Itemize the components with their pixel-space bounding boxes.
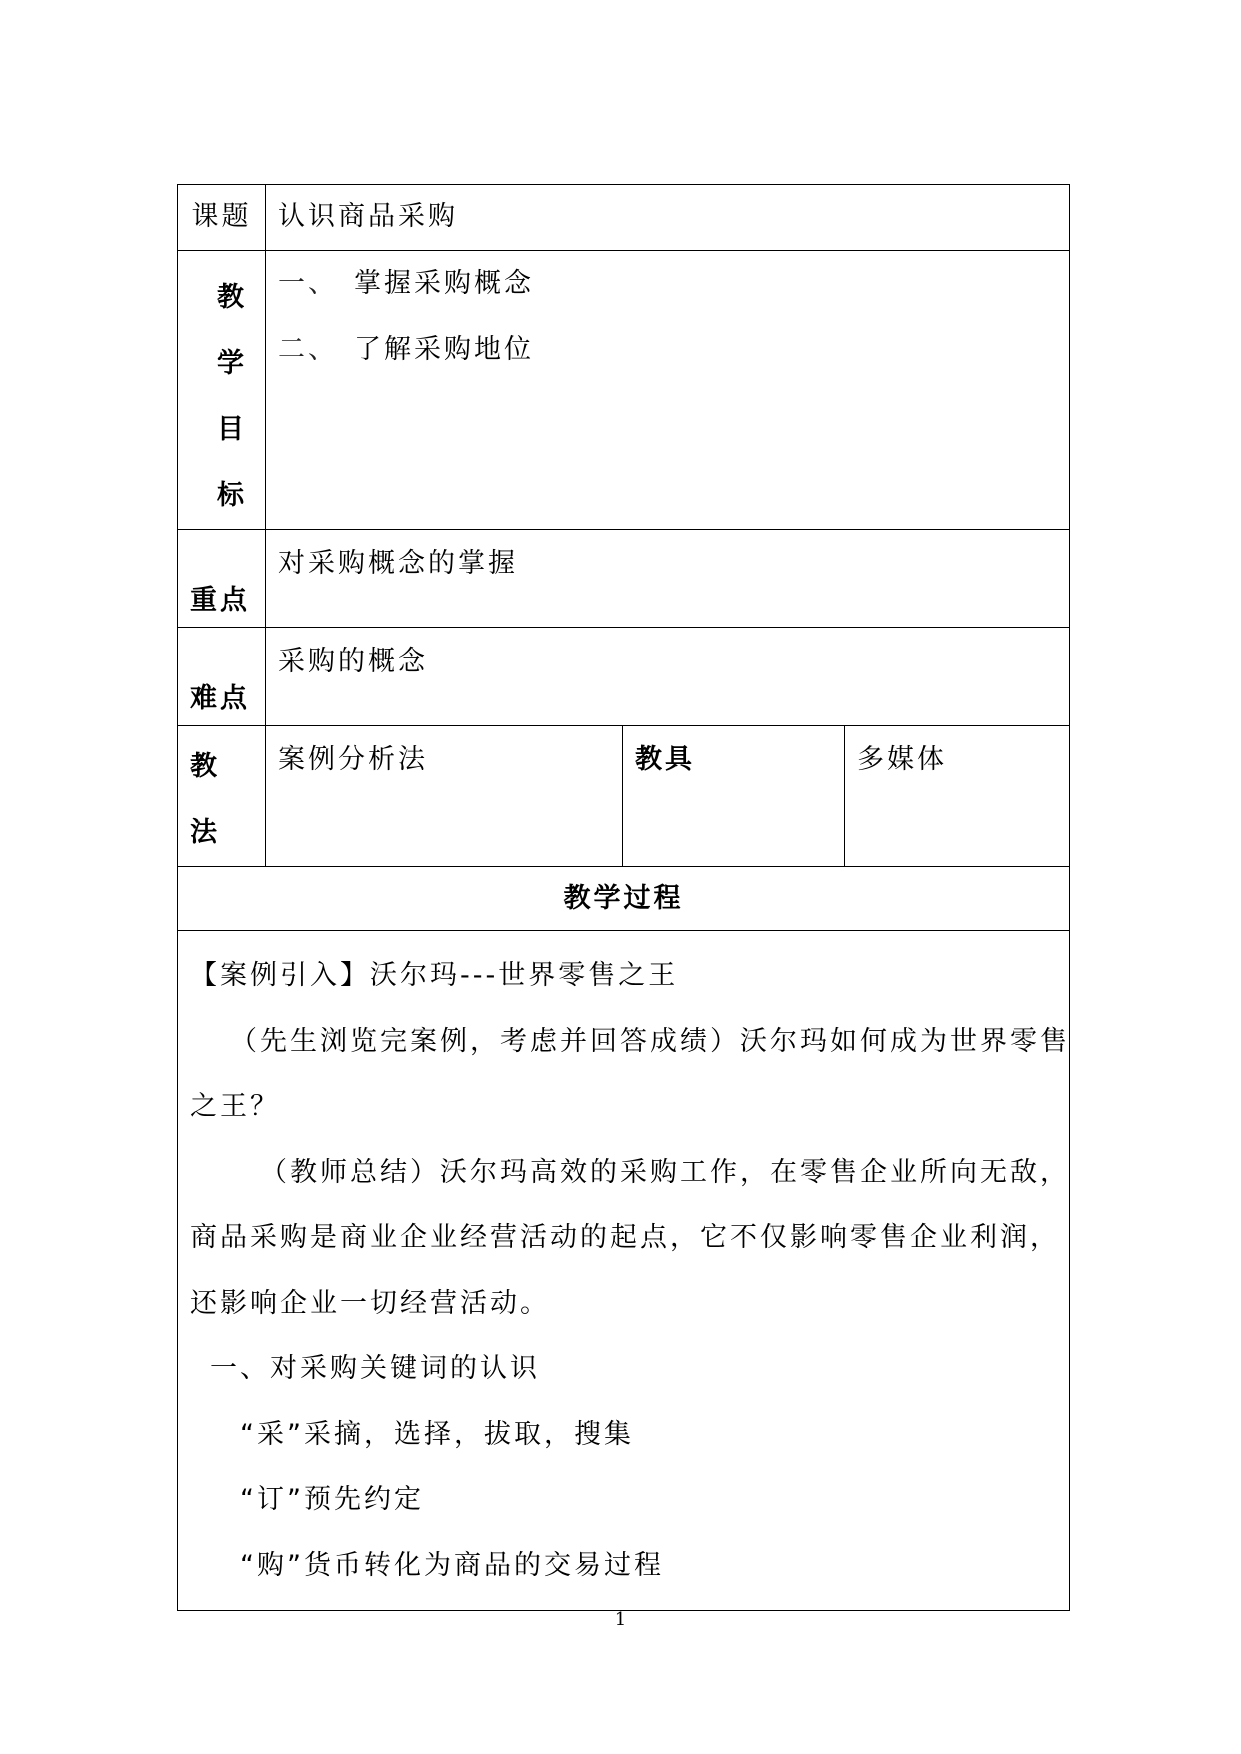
- summary-line: 还影响企业一切经营活动。: [190, 1287, 550, 1319]
- goal-number: 二、: [278, 334, 338, 365]
- goal-text: 掌握采购概念: [354, 268, 534, 299]
- tools-value: 多媒体: [857, 744, 947, 775]
- process-header-row: [178, 867, 1070, 931]
- goal-item: [266, 317, 1069, 383]
- key-value: 对采购概念的掌握: [278, 548, 518, 579]
- topic-row: [178, 185, 1070, 251]
- question-line: （先生浏览完案例，考虑并回答成绩）沃尔玛如何成为世界零售: [230, 1025, 1070, 1057]
- difficulty-row: [178, 628, 1070, 726]
- goals-list: [266, 251, 1069, 383]
- method-row: [178, 726, 1070, 867]
- tools-label: 教具: [635, 744, 695, 775]
- summary-line: （教师总结）沃尔玛高效的采购工作，在零售企业所向无敌，: [260, 1156, 1070, 1188]
- key-label: 重点: [190, 585, 250, 616]
- goals-label-char: 学: [217, 348, 247, 379]
- method-label-char: 教: [190, 751, 220, 782]
- summary-line: 商品采购是商业企业经营活动的起点，它不仅影响零售企业利润，: [190, 1222, 1060, 1253]
- process-content: [178, 931, 1069, 1610]
- goals-label-char: 教: [217, 282, 247, 313]
- page-number: 1: [614, 1609, 627, 1630]
- goal-number: 一、: [278, 268, 338, 299]
- key-label-cell: [178, 530, 266, 628]
- goals-value-cell: [266, 251, 1070, 530]
- goal-item: [266, 251, 1069, 317]
- method-value-cell: [266, 726, 623, 867]
- process-header-cell: [178, 867, 1070, 931]
- question-line: 之王？: [190, 1091, 280, 1122]
- topic-label: 课题: [191, 201, 252, 232]
- process-content-row: [178, 931, 1070, 1611]
- keyword-item: “购”货币转化为商品的交易过程: [240, 1549, 664, 1581]
- difficulty-label-cell: [178, 628, 266, 726]
- topic-value: 认识商品采购: [278, 201, 458, 232]
- topic-value-cell: [266, 185, 1070, 251]
- goals-row: [178, 251, 1070, 530]
- process-content-cell: [178, 931, 1070, 1611]
- case-intro: 【案例引入】沃尔玛---世界零售之王: [190, 960, 679, 991]
- method-value: 案例分析法: [278, 744, 428, 775]
- keyword-item: “采”采摘，选择，拔取，搜集: [240, 1418, 634, 1450]
- difficulty-value-cell: [266, 628, 1070, 726]
- tools-label-cell: [623, 726, 845, 867]
- topic-label-cell: [178, 185, 266, 251]
- goals-label-cell: [178, 251, 266, 530]
- goals-label: [178, 251, 265, 529]
- process-header: 教学过程: [563, 883, 684, 914]
- section-title: 一、对采购关键词的认识: [210, 1353, 540, 1384]
- key-point-row: [178, 530, 1070, 628]
- goal-text: 了解采购地位: [354, 334, 534, 365]
- difficulty-label: 难点: [190, 683, 250, 714]
- method-label-cell: [178, 726, 266, 867]
- goals-label-char: 标: [217, 480, 247, 511]
- keyword-item: “订”预先约定: [240, 1484, 424, 1515]
- lesson-plan-table: [177, 184, 1070, 1611]
- method-label: [178, 726, 265, 866]
- key-value-cell: [266, 530, 1070, 628]
- difficulty-value: 采购的概念: [278, 646, 428, 677]
- method-label-char: 法: [190, 817, 220, 848]
- tools-value-cell: [845, 726, 1070, 867]
- goals-label-char: 目: [217, 414, 247, 445]
